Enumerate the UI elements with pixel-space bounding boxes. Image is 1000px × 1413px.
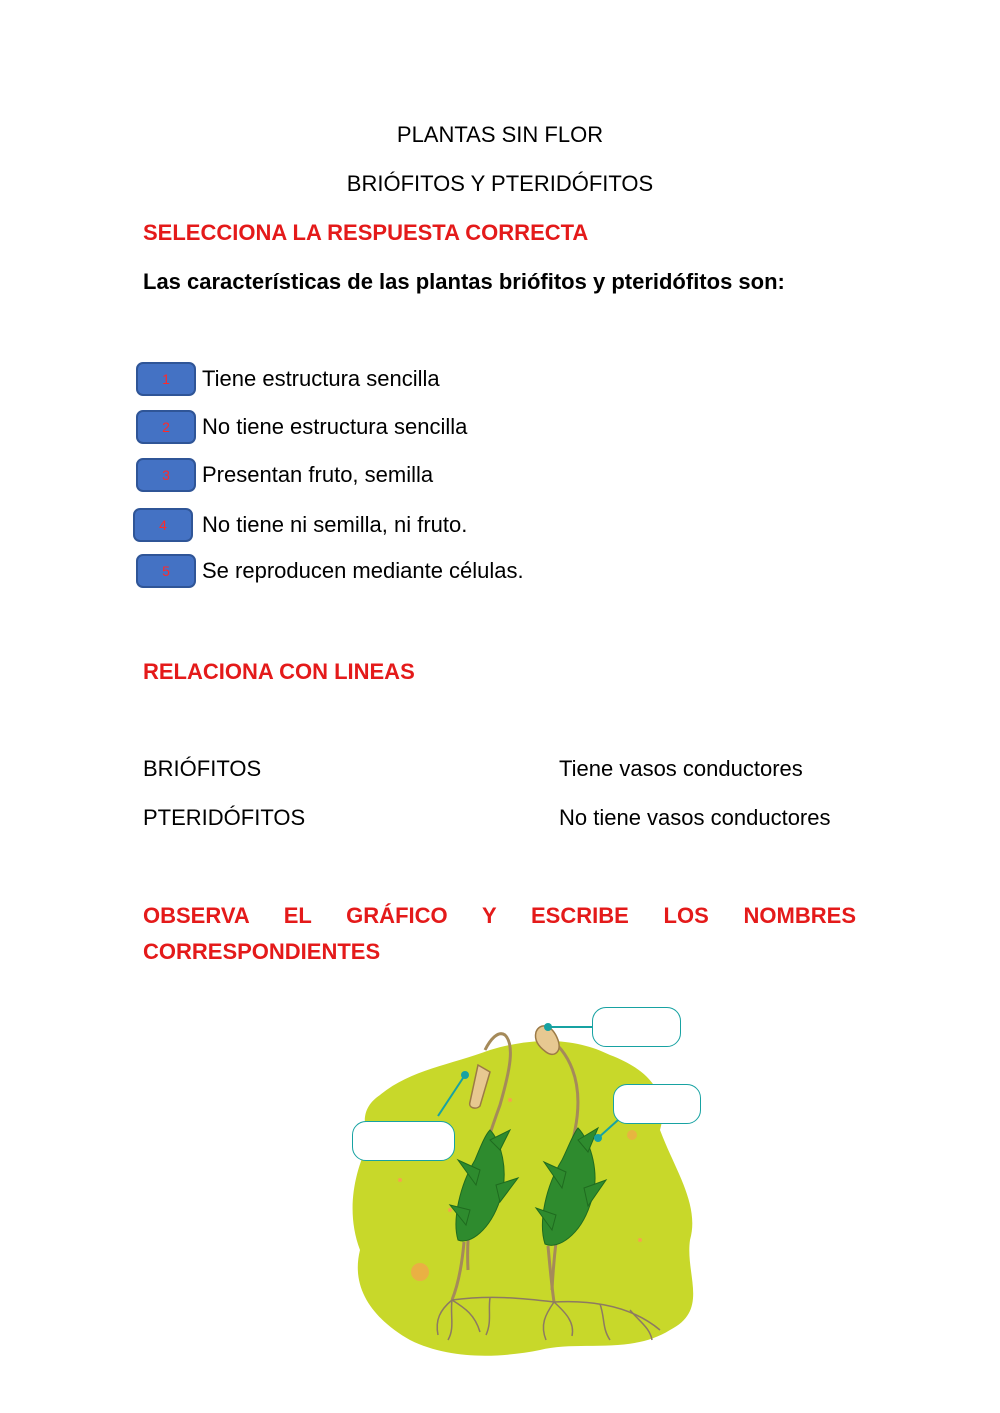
match-right-1[interactable]: Tiene vasos conductores: [559, 756, 803, 781]
moss-illustration: [340, 1010, 720, 1360]
section-observe-heading-line2: CORRESPONDIENTES: [143, 939, 381, 964]
spore-spot: [627, 1130, 637, 1140]
option-row-2[interactable]: [136, 409, 467, 445]
pointer-dot: [461, 1071, 469, 1079]
spore-spot: [398, 1178, 402, 1182]
option-row-1[interactable]: [136, 361, 440, 397]
option-5-button[interactable]: 5: [136, 554, 196, 588]
page-title: PLANTAS SIN FLOR: [396, 122, 604, 147]
option-3-button[interactable]: 3: [136, 458, 196, 492]
option-2-button[interactable]: 2: [136, 410, 196, 444]
option-4-button[interactable]: 4: [133, 508, 193, 542]
spore-spot: [411, 1263, 429, 1281]
spore-spot: [448, 1208, 452, 1212]
pointer-dot: [544, 1023, 552, 1031]
answer-box-capsule[interactable]: [592, 1007, 681, 1047]
answer-box-leaves[interactable]: [613, 1084, 701, 1124]
option-row-5[interactable]: [136, 553, 524, 589]
option-3-label: Presentan fruto, semilla: [202, 462, 434, 487]
match-right-2[interactable]: No tiene vasos conductores: [559, 805, 831, 830]
spore-spot: [508, 1098, 512, 1102]
section-select-heading: SELECCIONA LA RESPUESTA CORRECTA: [143, 220, 589, 245]
option-row-3[interactable]: [136, 457, 433, 493]
option-2-label: No tiene estructura sencilla: [202, 414, 468, 439]
match-left-1[interactable]: BRIÓFITOS: [143, 756, 262, 781]
option-1-button[interactable]: 1: [136, 362, 196, 396]
match-left-2[interactable]: PTERIDÓFITOS: [143, 805, 306, 830]
option-1-label: Tiene estructura sencilla: [202, 366, 440, 391]
answer-box-left[interactable]: [352, 1121, 455, 1161]
option-5-label: Se reproducen mediante células.: [202, 558, 524, 583]
pointer-dot: [594, 1134, 602, 1142]
spore-spot: [638, 1238, 642, 1242]
option-4-label: No tiene ni semilla, ni fruto.: [202, 512, 468, 537]
option-row-4[interactable]: [133, 507, 467, 543]
question-text: Las características de las plantas briófitos y pteridófitos son:: [143, 269, 785, 294]
section-observe-heading-line1: OBSERVA EL GRÁFICO Y ESCRIBE LOS NOMBRES: [143, 903, 856, 928]
section-match-heading: RELACIONA CON LINEAS: [143, 659, 415, 684]
page-subtitle: BRIÓFITOS Y PTERIDÓFITOS: [346, 171, 654, 196]
